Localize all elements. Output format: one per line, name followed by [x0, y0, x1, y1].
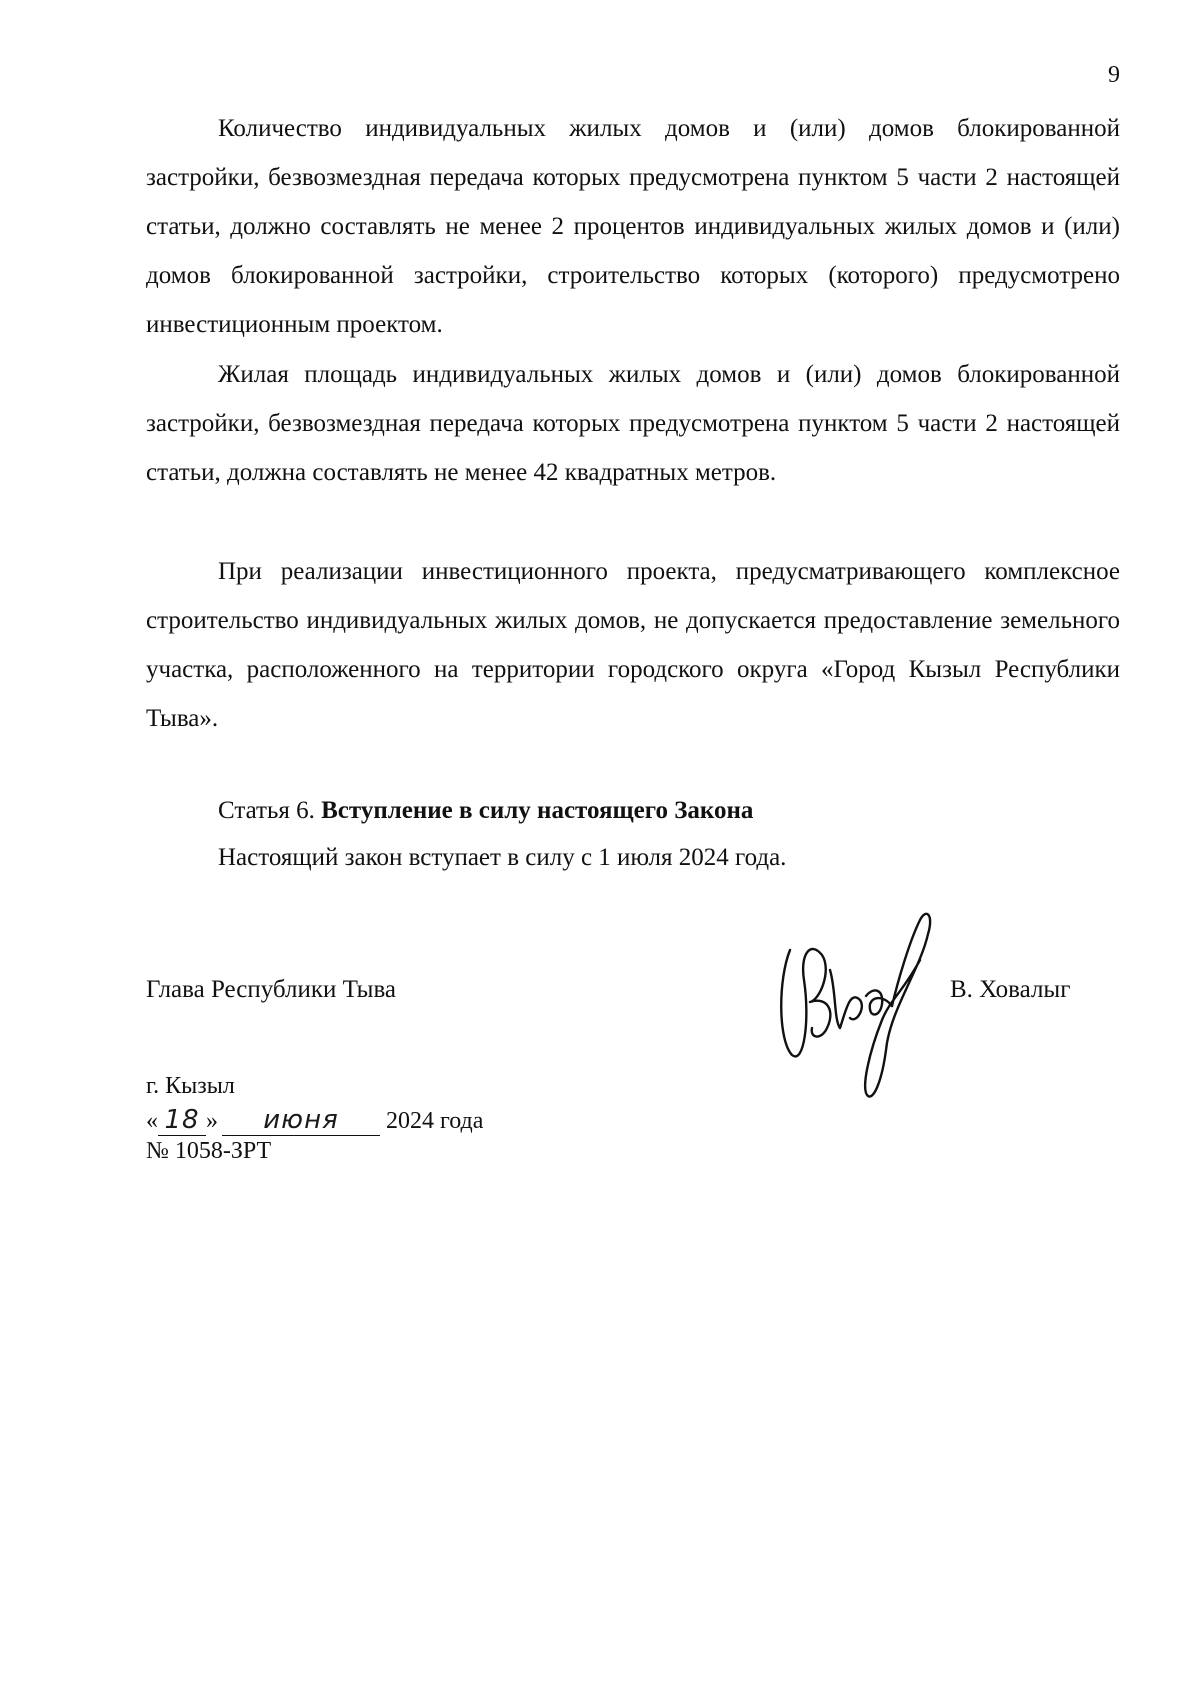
handwritten-day: 18: [158, 1105, 206, 1136]
open-quote: «: [146, 1108, 158, 1134]
paragraph-house-count: Количество индивидуальных жилых домов и (или) домов блокированной застройки, безвозмездная передача которых предусмотрена пунктом 5 части 2 настоящей статьи, должно составлять не менее 2 процентов индивидуальных жилых домов и (или) домов блокированной застройки, строительство которых (которого) предусмотрено инвестиционным проектом.: [146, 115, 1120, 338]
article-body: Настоящий закон вступает в силу с 1 июля 2024 года.: [218, 844, 787, 871]
paragraph-living-area: Жилая площадь индивидуальных жилых домов и (или) домов блокированной застройки, безвозмездная передача которых предусмотрена пунктом 5 части 2 настоящей статьи, должна составлять не менее 42 квадратных метров.: [146, 361, 1120, 486]
city-line: г. Кызыл: [146, 1073, 235, 1099]
handwritten-signature: [770, 900, 940, 1100]
close-quote: »: [206, 1108, 218, 1134]
article-title: Вступление в силу настоящего Закона: [321, 797, 754, 824]
law-number: № 1058-ЗРТ: [146, 1138, 272, 1164]
page-number: 9: [1108, 62, 1120, 88]
date-year: 2024 года: [386, 1108, 484, 1134]
paragraph-land-plot: При реализации инвестиционного проекта, предусматривающего комплексное строительство индивидуальных жилых домов, не допускается предоставление земельного участка, расположенного на территории городского округа «Город Кызыл Республики Тыва».: [146, 558, 1120, 732]
article-heading: [218, 796, 753, 826]
handwritten-month: июня: [222, 1105, 380, 1136]
date-line: [146, 1105, 483, 1136]
signatory-position: Глава Республики Тыва: [146, 976, 397, 1003]
article-number: Статья 6.: [218, 797, 315, 824]
signatory-name: В. Ховалыг: [950, 976, 1071, 1003]
